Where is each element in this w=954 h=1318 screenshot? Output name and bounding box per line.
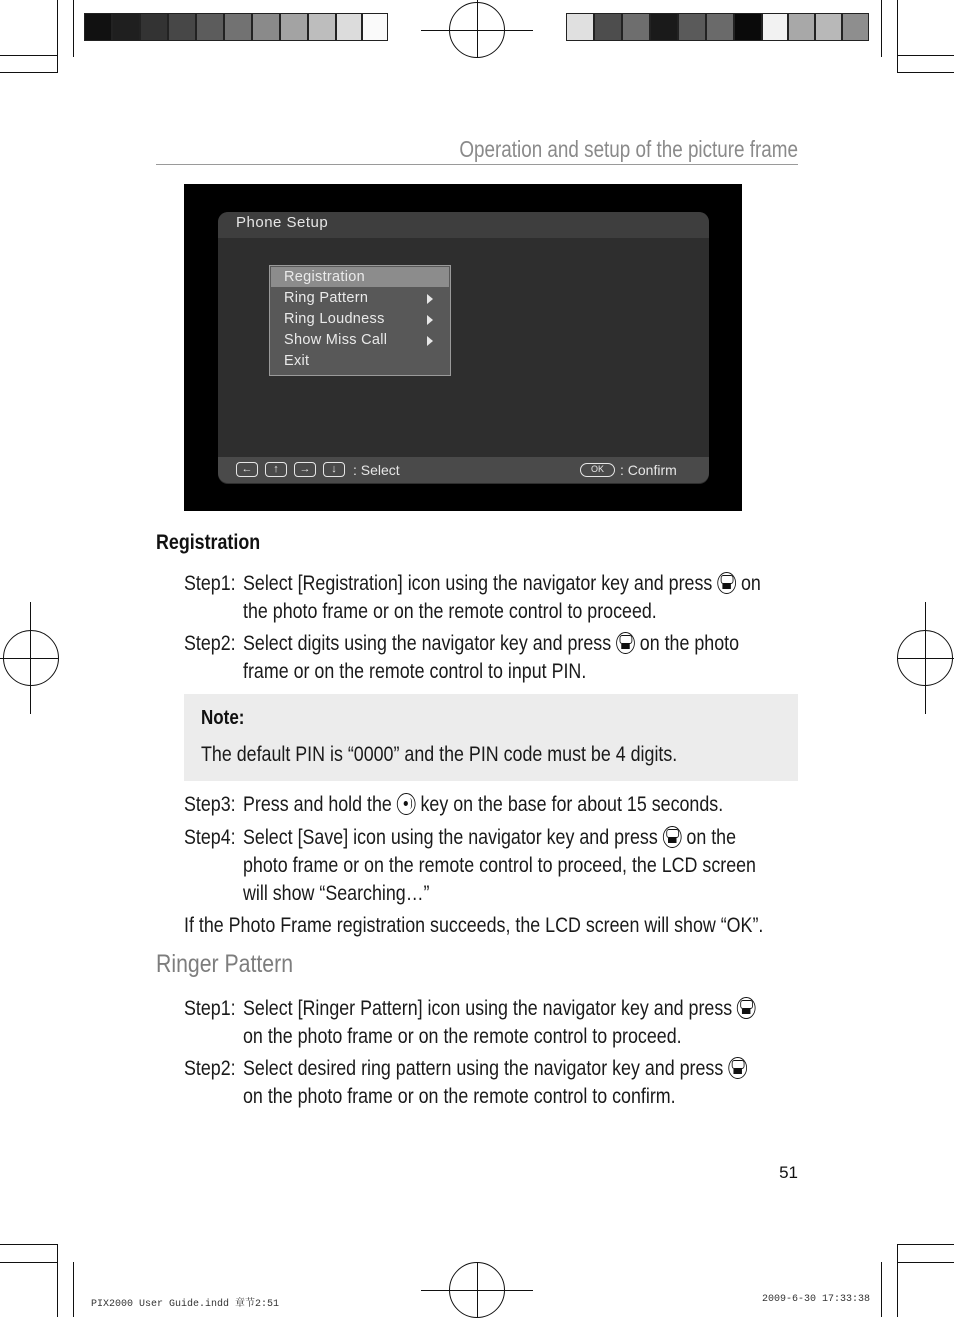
menu-item-ring-loudness[interactable]: Ring Loudness <box>284 311 385 327</box>
arrow-left-key-icon: ← <box>236 462 258 477</box>
step-label: Step1: <box>184 572 236 595</box>
registration-heading: Registration <box>156 531 261 554</box>
slug-timestamp: 2009-6-30 17:33:38 <box>762 1294 871 1305</box>
footer-select-hint: : Select <box>353 462 400 478</box>
step-text-line: Select [Ringer Pattern] icon using the navigator key and press <box>243 997 733 1020</box>
ok-play-pause-icon <box>737 997 756 1019</box>
step-label: Step4: <box>184 826 236 849</box>
ok-play-pause-icon <box>717 572 736 594</box>
ok-play-pause-icon <box>728 1057 747 1079</box>
arrow-right-key-icon: → <box>294 462 316 477</box>
note-text: The default PIN is “0000” and the PIN code must be 4 digits. <box>201 743 678 766</box>
step-text <box>243 570 796 626</box>
step-label: Step1: <box>184 997 236 1020</box>
running-header: Operation and setup of the picture frame <box>459 136 798 162</box>
ringer-pattern-heading: Ringer Pattern <box>156 950 294 978</box>
step-label: Step2: <box>184 1057 236 1080</box>
step-text-line: on <box>740 572 761 595</box>
page-number: 51 <box>779 1163 798 1182</box>
ok-key-icon: OK <box>580 463 615 477</box>
step-text-line: Select [Registration] icon using the navigator key and press <box>243 572 713 595</box>
step-text-line: Select desired ring pattern using the navigator key and press <box>243 1057 724 1080</box>
step-text-line: on the <box>686 826 737 849</box>
step-label: Step2: <box>184 632 236 655</box>
step-text <box>243 1055 796 1111</box>
phone-page-key-icon <box>397 793 416 815</box>
note-title: Note: <box>201 707 245 729</box>
footer-confirm-hint: : Confirm <box>620 462 677 478</box>
arrow-down-key-icon: ↓ <box>323 462 345 477</box>
step-text <box>243 995 796 1051</box>
step-text <box>243 824 796 908</box>
step-text <box>243 630 796 686</box>
step-text-line: frame or on the remote control to input PIN. <box>243 660 587 683</box>
step-text-line: on the photo <box>639 632 740 655</box>
menu-item-registration[interactable]: Registration <box>284 269 365 285</box>
arrow-up-key-icon: ↑ <box>265 462 287 477</box>
step-text-line: on the photo frame or on the remote control to proceed. <box>243 1025 682 1048</box>
header-rule <box>156 164 798 165</box>
step-text-line: Select digits using the navigator key and press <box>243 632 612 655</box>
step-text <box>243 791 796 819</box>
step-text-line: photo frame or on the remote control to proceed, the LCD screen <box>243 854 756 877</box>
step-text-line: on the photo frame or on the remote control to confirm. <box>243 1085 676 1108</box>
slug-file-info: PIX2000 User Guide.indd 章节2:51 <box>91 1299 280 1310</box>
step-text-line: the photo frame or on the remote control to proceed. <box>243 600 657 623</box>
step-text-line: will show “Searching…” <box>243 882 430 905</box>
submenu-arrow-icon <box>427 336 433 346</box>
ok-play-pause-icon <box>663 826 682 848</box>
screen-title: Phone Setup <box>236 214 329 231</box>
registration-result: If the Photo Frame registration succeeds, the LCD screen will show “OK”. <box>184 914 764 937</box>
step-text-line: key on the base for about 15 seconds. <box>420 793 724 816</box>
ok-play-pause-icon <box>616 632 635 654</box>
menu-item-ring-pattern[interactable]: Ring Pattern <box>284 290 369 306</box>
menu-item-show-miss-call[interactable]: Show Miss Call <box>284 332 388 348</box>
step-text-line: Press and hold the <box>243 793 392 816</box>
menu-item-exit[interactable]: Exit <box>284 353 310 369</box>
step-text-line: Select [Save] icon using the navigator key and press <box>243 826 658 849</box>
step-label: Step3: <box>184 793 236 816</box>
submenu-arrow-icon <box>427 315 433 325</box>
submenu-arrow-icon <box>427 294 433 304</box>
